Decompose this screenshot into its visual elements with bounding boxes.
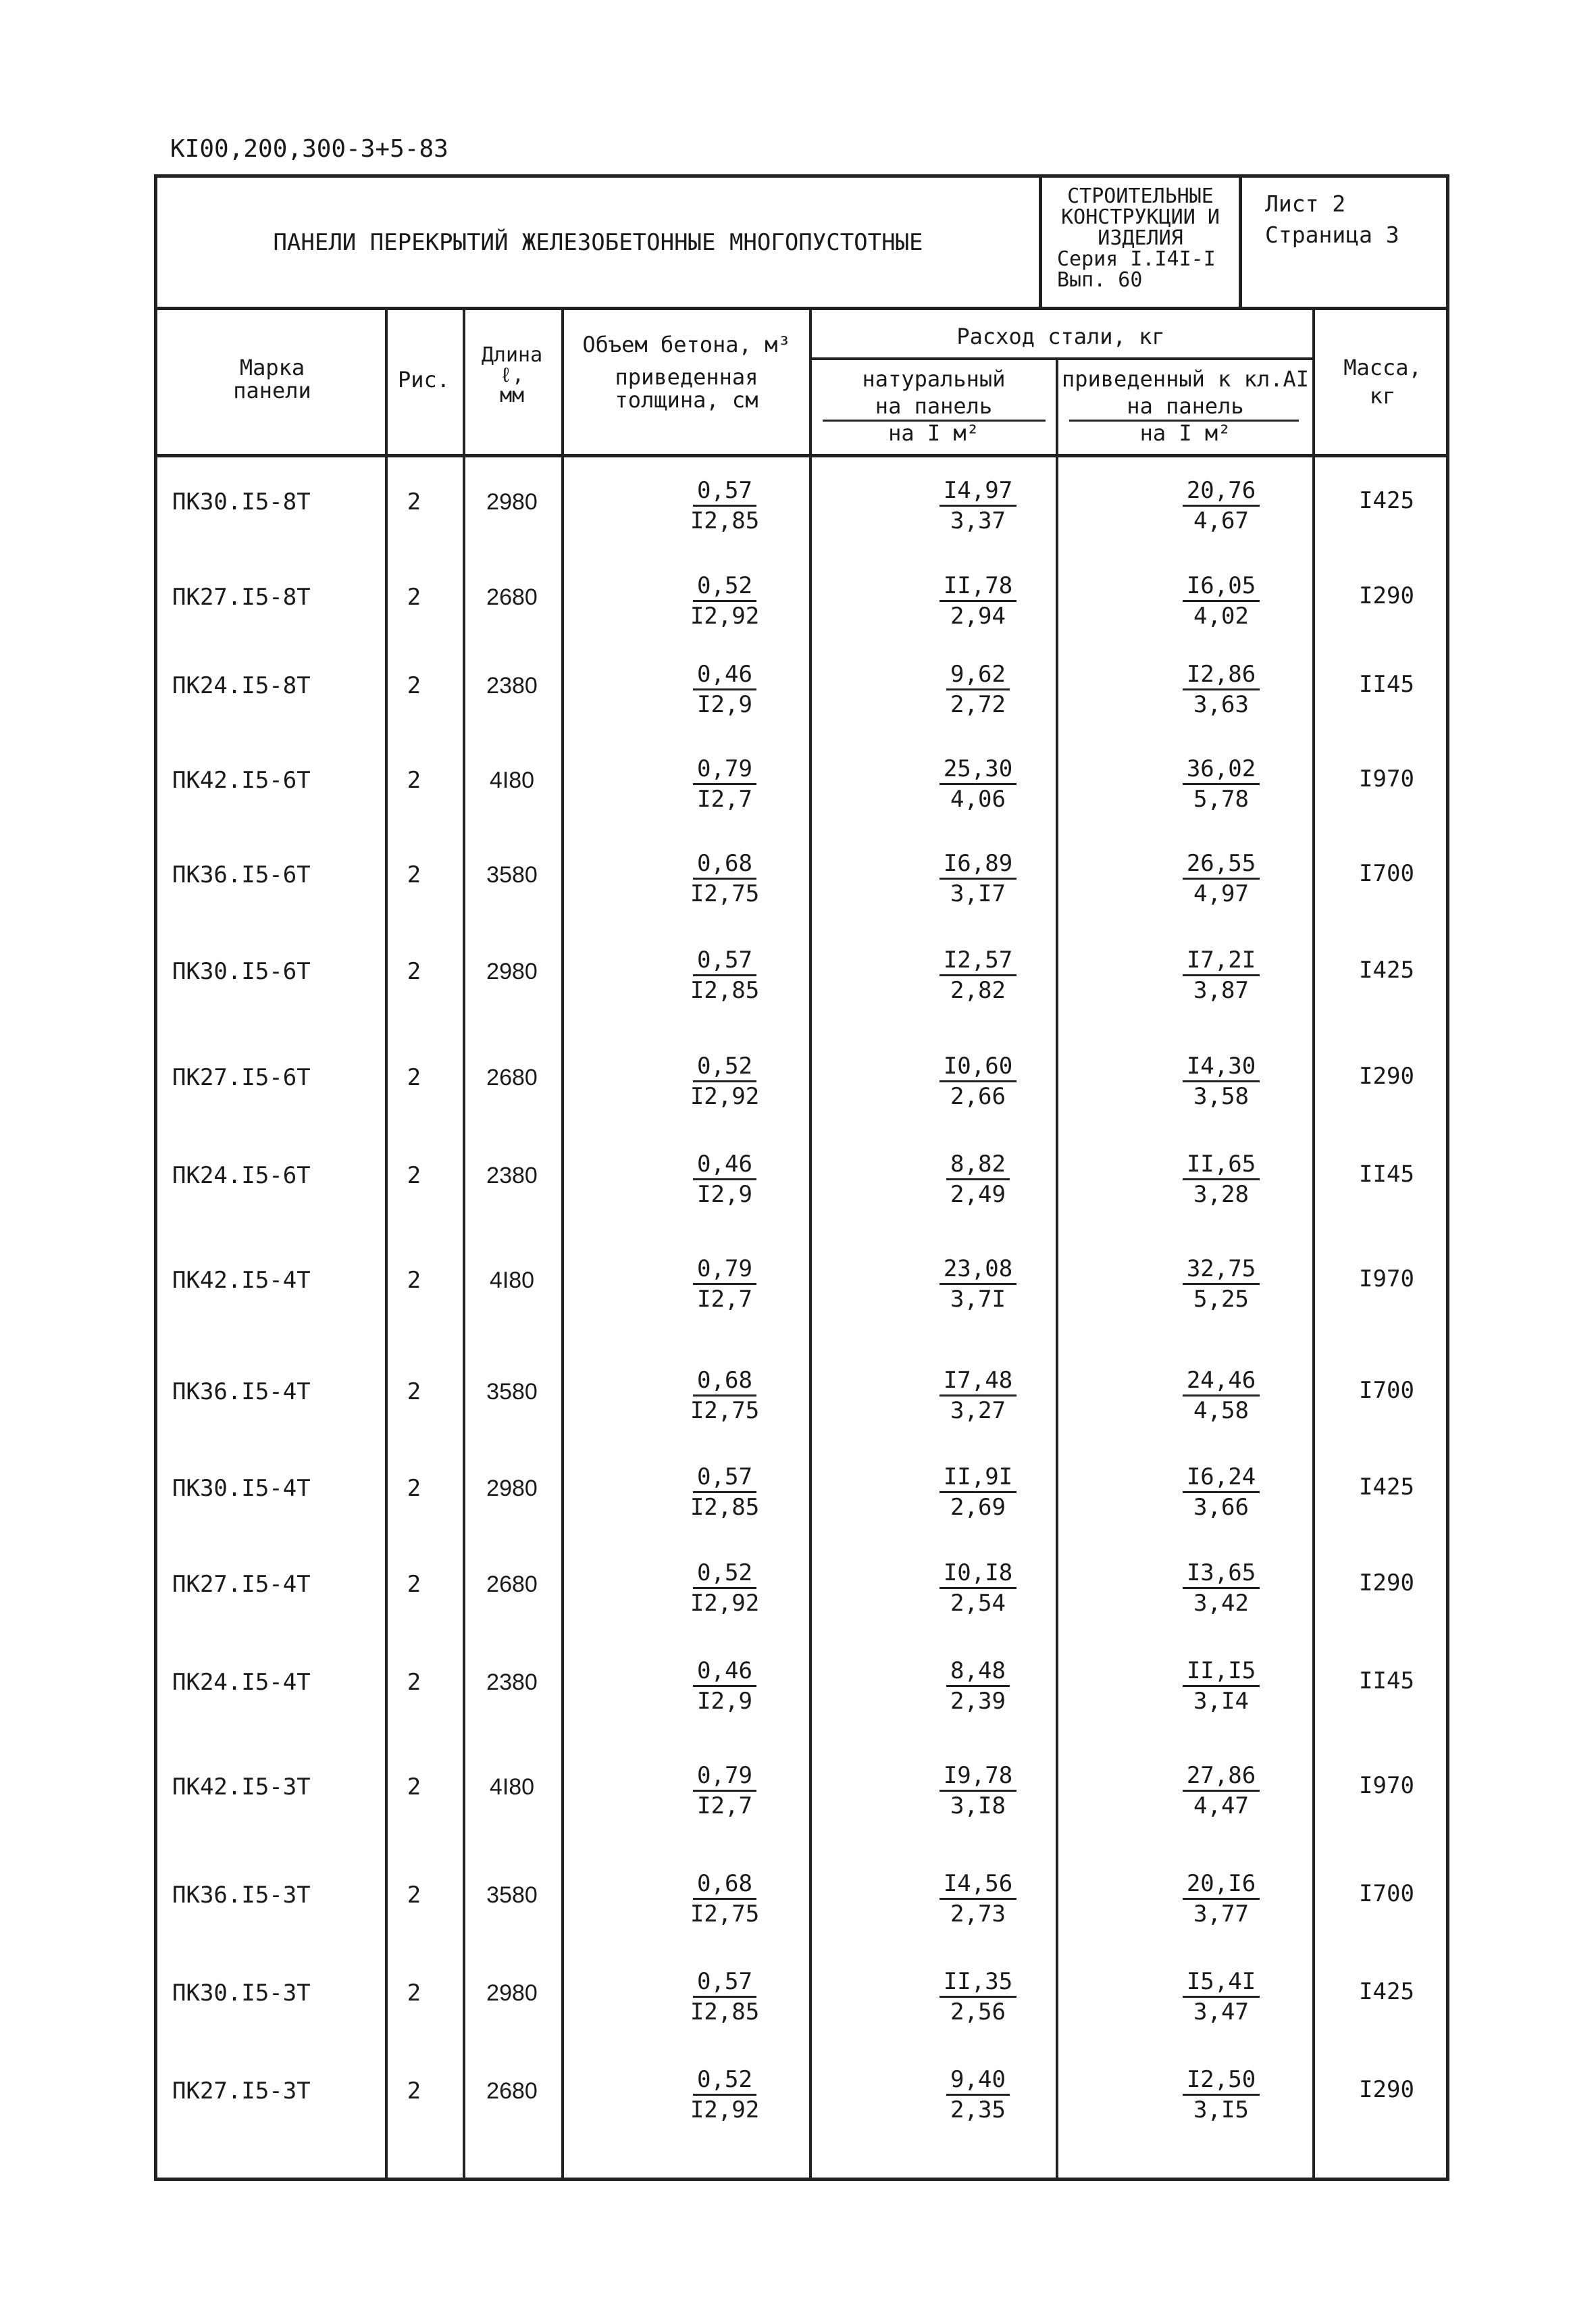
reduced-thickness: I2,85 — [690, 977, 760, 1004]
natural-per-panel: I0,60 — [939, 1052, 1016, 1082]
title-block — [157, 178, 1446, 310]
reduced-per-panel: I5,4I — [1183, 1967, 1260, 1998]
natural-per-m2: 2,35 — [950, 2096, 1006, 2123]
reduced-per-m2: 5,25 — [1193, 1286, 1249, 1313]
natural-steel — [877, 1559, 1079, 1617]
natural-per-m2: 2,49 — [950, 1181, 1006, 1208]
reduced-steel — [1120, 2065, 1322, 2124]
panel-mass: I970 — [1359, 1265, 1414, 1292]
table-row — [157, 755, 1446, 813]
reduced-per-panel: 20,I6 — [1183, 1869, 1260, 1900]
table-row — [157, 849, 1446, 907]
figure-number: 2 — [407, 958, 421, 985]
natural-steel — [877, 1255, 1079, 1313]
panel-length: 2980 — [486, 1980, 538, 2006]
natural-per-panel: I9,78 — [939, 1761, 1016, 1792]
sheet-number: Лист 2 — [1265, 191, 1346, 217]
panel-length: 2380 — [486, 1669, 538, 1695]
reduced-per-panel: I6,05 — [1183, 572, 1260, 602]
table-row — [157, 1761, 1446, 1819]
reduced-steel — [1120, 476, 1322, 535]
natural-steel — [877, 1869, 1079, 1928]
natural-per-panel: II,78 — [939, 572, 1016, 602]
volume-value: 0,52 — [693, 1052, 756, 1082]
volume-value: 0,79 — [693, 755, 756, 785]
reduced-steel — [1120, 1366, 1322, 1425]
reduced-thickness: I2,85 — [690, 1494, 760, 1521]
reduced-steel — [1120, 572, 1322, 630]
volume-value: 0,68 — [693, 849, 756, 880]
panel-mark: ПК24.I5-8Т — [172, 672, 311, 699]
volume-value: 0,79 — [693, 1255, 756, 1285]
panel-mark: ПК30.I5-8Т — [172, 488, 311, 515]
reduced-thickness: I2,85 — [690, 507, 760, 534]
reduced-thickness: I2,75 — [690, 880, 760, 907]
figure-number: 2 — [407, 1882, 421, 1909]
header-fig: Рис. — [397, 367, 451, 393]
volume-value: 0,57 — [693, 946, 756, 976]
natural-per-panel: 25,30 — [939, 755, 1016, 785]
concrete-volume — [623, 1967, 826, 2026]
natural-per-m2: 3,37 — [950, 507, 1006, 534]
figure-number: 2 — [407, 767, 421, 794]
reduced-steel — [1120, 1463, 1322, 1521]
reduced-thickness: I2,9 — [697, 691, 752, 718]
panel-length: 2680 — [486, 2078, 538, 2104]
panel-length: 2680 — [486, 1065, 538, 1090]
panel-mark: ПК30.I5-4Т — [172, 1475, 311, 1502]
natural-per-m2: 2,69 — [950, 1494, 1006, 1521]
reduced-thickness: I2,85 — [690, 1998, 760, 2026]
reduced-per-m2: 3,66 — [1193, 1494, 1249, 1521]
figure-number: 2 — [407, 1669, 421, 1696]
reduced-per-m2: 4,47 — [1193, 1792, 1249, 1819]
series-block — [1042, 178, 1242, 307]
reduced-thickness: I2,7 — [697, 1286, 752, 1313]
table-row — [157, 1559, 1446, 1617]
volume-value: 0,57 — [693, 1463, 756, 1493]
figure-number: 2 — [407, 2078, 421, 2105]
panel-mark: ПК42.I5-6Т — [172, 767, 311, 794]
concrete-volume — [623, 755, 826, 813]
volume-value: 0,57 — [693, 476, 756, 507]
figure-number: 2 — [407, 1267, 421, 1294]
series-line-1: СТРОИТЕЛЬНЫЕ — [1067, 184, 1214, 208]
concrete-volume — [623, 1366, 826, 1425]
natural-per-m2: 3,I7 — [950, 880, 1006, 907]
panel-length: 3580 — [486, 1379, 538, 1405]
reduced-per-m2: 4,67 — [1193, 507, 1249, 534]
table-row — [157, 1657, 1446, 1715]
document-title-text: ПАНЕЛИ ПЕРЕКРЫТИЙ ЖЕЛЕЗОБЕТОННЫЕ МНОГОПУСТОТНЫЕ — [273, 228, 923, 256]
natural-per-panel: I7,48 — [939, 1366, 1016, 1397]
panel-length: 2380 — [486, 1163, 538, 1188]
natural-steel — [877, 1366, 1079, 1425]
figure-number: 2 — [407, 1571, 421, 1598]
panel-mass: I425 — [1359, 1474, 1414, 1501]
panel-mass: I970 — [1359, 765, 1414, 793]
header-mark: Марка панели — [233, 355, 311, 403]
reduced-per-m2: 3,47 — [1193, 1998, 1249, 2026]
table-row — [157, 1052, 1446, 1110]
figure-number: 2 — [407, 672, 421, 699]
reduced-steel — [1120, 1967, 1322, 2026]
table-row — [157, 660, 1446, 718]
natural-steel — [877, 1657, 1079, 1715]
reduced-per-panel: 20,76 — [1183, 476, 1260, 507]
figure-number: 2 — [407, 1980, 421, 2007]
natural-steel — [877, 476, 1079, 535]
reduced-per-m2: 3,28 — [1193, 1181, 1249, 1208]
volume-value: 0,79 — [693, 1761, 756, 1792]
document-frame — [154, 174, 1449, 2181]
panel-length: 4I80 — [489, 1267, 535, 1293]
panel-mark: ПК30.I5-6Т — [172, 958, 311, 985]
natural-per-panel: I2,57 — [939, 946, 1016, 976]
natural-per-m2: 2,73 — [950, 1901, 1006, 1928]
reduced-thickness: I2,9 — [697, 1181, 752, 1208]
reduced-per-panel: I2,50 — [1183, 2065, 1260, 2096]
panel-mark: ПК24.I5-6Т — [172, 1162, 311, 1189]
volume-value: 0,52 — [693, 1559, 756, 1589]
natural-per-m2: 3,7I — [950, 1286, 1006, 1313]
concrete-volume — [623, 476, 826, 535]
panel-length: 2980 — [486, 489, 538, 515]
natural-steel — [877, 660, 1079, 719]
natural-per-panel: II,35 — [939, 1967, 1016, 1998]
natural-per-m2: 3,I8 — [950, 1792, 1006, 1819]
table-row — [157, 946, 1446, 1004]
table-row — [157, 1255, 1446, 1313]
reduced-thickness: I2,7 — [697, 1792, 752, 1819]
reduced-steel — [1120, 660, 1322, 719]
reduced-per-m2: 3,77 — [1193, 1901, 1249, 1928]
natural-per-panel: I4,56 — [939, 1869, 1016, 1900]
panel-length: 2680 — [486, 584, 538, 610]
natural-steel — [877, 755, 1079, 813]
volume-value: 0,46 — [693, 1150, 756, 1180]
header-mass: Масса, кг — [1343, 355, 1422, 409]
reduced-per-panel: II,65 — [1183, 1150, 1260, 1180]
document-code: КI00,200,300-3+5-83 — [170, 135, 448, 163]
reduced-steel — [1120, 849, 1322, 908]
panel-mass: I700 — [1359, 860, 1414, 887]
document-title — [157, 178, 1042, 307]
reduced-thickness: I2,75 — [690, 1397, 760, 1424]
table-row — [157, 1463, 1446, 1521]
reduced-per-panel: I2,86 — [1183, 660, 1260, 690]
reduced-steel — [1120, 755, 1322, 813]
natural-steel — [877, 1150, 1079, 1209]
volume-value: 0,68 — [693, 1869, 756, 1900]
panel-mark: ПК42.I5-4Т — [172, 1267, 311, 1294]
reduced-thickness: I2,92 — [690, 1083, 760, 1110]
figure-number: 2 — [407, 1475, 421, 1502]
reduced-per-panel: I3,65 — [1183, 1559, 1260, 1589]
volume-value: 0,52 — [693, 2065, 756, 2096]
panel-length: 4I80 — [489, 768, 535, 793]
reduced-per-panel: I7,2I — [1183, 946, 1260, 976]
panel-length: 4I80 — [489, 1774, 535, 1800]
panel-mark: ПК36.I5-4Т — [172, 1378, 311, 1405]
series-line-3: ИЗДЕЛИЯ — [1098, 226, 1183, 250]
panel-mass: I700 — [1359, 1880, 1414, 1907]
concrete-volume — [623, 946, 826, 1005]
reduced-per-m2: 5,78 — [1193, 786, 1249, 813]
figure-number: 2 — [407, 584, 421, 611]
series-line-4: Серия I.I4I-I — [1057, 247, 1216, 271]
reduced-per-panel: 26,55 — [1183, 849, 1260, 880]
table-row — [157, 2065, 1446, 2123]
reduced-steel — [1120, 1052, 1322, 1111]
panel-mass: II45 — [1359, 671, 1414, 698]
natural-per-m2: 2,94 — [950, 603, 1006, 630]
natural-per-panel: I0,I8 — [939, 1559, 1016, 1589]
reduced-thickness: I2,9 — [697, 1688, 752, 1715]
reduced-per-panel: II,I5 — [1183, 1657, 1260, 1687]
header-steel: Расход стали, кг — [956, 324, 1165, 349]
natural-steel — [877, 1967, 1079, 2026]
reduced-thickness: I2,92 — [690, 603, 760, 630]
reduced-steel — [1120, 1150, 1322, 1209]
natural-per-panel: 23,08 — [939, 1255, 1016, 1285]
panel-length: 3580 — [486, 1882, 538, 1908]
reduced-thickness: I2,92 — [690, 2096, 760, 2123]
panel-mark: ПК42.I5-3Т — [172, 1774, 311, 1801]
header-natural: натуральный на панель на I м² — [862, 366, 1006, 446]
reduced-per-m2: 3,87 — [1193, 977, 1249, 1004]
concrete-volume — [623, 1761, 826, 1820]
panel-mass: I700 — [1359, 1377, 1414, 1404]
natural-per-m2: 2,72 — [950, 691, 1006, 718]
natural-per-panel: 8,82 — [946, 1150, 1010, 1180]
natural-per-panel: 9,40 — [946, 2065, 1010, 2096]
reduced-per-m2: 3,58 — [1193, 1083, 1249, 1110]
reduced-per-m2: 4,58 — [1193, 1397, 1249, 1424]
reduced-steel — [1120, 1657, 1322, 1715]
concrete-volume — [623, 1255, 826, 1313]
volume-value: 0,68 — [693, 1366, 756, 1397]
volume-value: 0,52 — [693, 572, 756, 602]
reduced-per-panel: 32,75 — [1183, 1255, 1260, 1285]
series-line-5: Вып. 60 — [1057, 268, 1143, 292]
panel-mass: I425 — [1359, 487, 1414, 514]
header-length: Длина ℓ, мм — [481, 343, 543, 407]
figure-number: 2 — [407, 1774, 421, 1801]
concrete-volume — [623, 1869, 826, 1928]
concrete-volume — [623, 2065, 826, 2124]
panel-mark: ПК27.I5-4Т — [172, 1571, 311, 1598]
panel-mass: I425 — [1359, 957, 1414, 984]
concrete-volume — [623, 1463, 826, 1521]
panel-mark: ПК36.I5-6Т — [172, 861, 311, 888]
reduced-thickness: I2,92 — [690, 1590, 760, 1617]
panel-mass: I290 — [1359, 1063, 1414, 1090]
reduced-per-m2: 4,97 — [1193, 880, 1249, 907]
concrete-volume — [623, 572, 826, 630]
table-row — [157, 1869, 1446, 1928]
series-line-2: КОНСТРУКЦИИ И — [1061, 205, 1220, 229]
reduced-steel — [1120, 1559, 1322, 1617]
natural-steel — [877, 1052, 1079, 1111]
natural-steel — [877, 849, 1079, 908]
panel-mass: I290 — [1359, 582, 1414, 609]
volume-value: 0,46 — [693, 1657, 756, 1687]
natural-per-m2: 2,82 — [950, 977, 1006, 1004]
table-row — [157, 1967, 1446, 2026]
natural-per-m2: 3,27 — [950, 1397, 1006, 1424]
page-number: Страница 3 — [1265, 222, 1399, 248]
panel-length: 2980 — [486, 959, 538, 984]
table-row — [157, 572, 1446, 630]
panel-mass: I290 — [1359, 1569, 1414, 1596]
natural-steel — [877, 2065, 1079, 2124]
volume-value: 0,46 — [693, 660, 756, 690]
concrete-volume — [623, 1150, 826, 1209]
table-row — [157, 1150, 1446, 1208]
panel-mass: I290 — [1359, 2076, 1414, 2103]
reduced-per-panel: I4,30 — [1183, 1052, 1260, 1082]
concrete-volume — [623, 1052, 826, 1111]
panel-length: 2980 — [486, 1476, 538, 1501]
natural-per-m2: 2,54 — [950, 1590, 1006, 1617]
panel-mass: II45 — [1359, 1667, 1414, 1694]
reduced-per-m2: 3,I5 — [1193, 2096, 1249, 2123]
natural-steel — [877, 572, 1079, 630]
natural-steel — [877, 1761, 1079, 1820]
reduced-per-panel: 27,86 — [1183, 1761, 1260, 1792]
header-reduced: приведенный к кл.АI на панель на I м² — [1061, 366, 1310, 446]
natural-per-panel: II,9I — [939, 1463, 1016, 1493]
natural-per-m2: 2,66 — [950, 1083, 1006, 1110]
panel-mark: ПК36.I5-3Т — [172, 1882, 311, 1909]
natural-steel — [877, 1463, 1079, 1521]
concrete-volume — [623, 660, 826, 719]
figure-number: 2 — [407, 1162, 421, 1189]
concrete-volume — [623, 849, 826, 908]
volume-value: 0,57 — [693, 1967, 756, 1998]
panel-mark: ПК27.I5-6Т — [172, 1064, 311, 1091]
reduced-steel — [1120, 1255, 1322, 1313]
natural-steel — [877, 946, 1079, 1005]
reduced-per-panel: I6,24 — [1183, 1463, 1260, 1493]
table-row — [157, 1366, 1446, 1424]
panel-length: 3580 — [486, 862, 538, 888]
reduced-per-m2: 3,63 — [1193, 691, 1249, 718]
panel-mark: ПК30.I5-3Т — [172, 1980, 311, 2007]
figure-number: 2 — [407, 1064, 421, 1091]
panel-mark: ПК27.I5-3Т — [172, 2078, 311, 2105]
reduced-steel — [1120, 1869, 1322, 1928]
figure-number: 2 — [407, 861, 421, 888]
reduced-steel — [1120, 1761, 1322, 1820]
concrete-volume — [623, 1657, 826, 1715]
natural-per-panel: 9,62 — [946, 660, 1010, 690]
panel-mark: ПК24.I5-4Т — [172, 1669, 311, 1696]
concrete-volume — [623, 1559, 826, 1617]
reduced-thickness: I2,75 — [690, 1901, 760, 1928]
figure-number: 2 — [407, 488, 421, 515]
header-volume: Объем бетона, м³ приведенная толщина, см — [582, 332, 791, 413]
natural-per-panel: 8,48 — [946, 1657, 1010, 1687]
panel-length: 2680 — [486, 1571, 538, 1597]
natural-per-panel: I6,89 — [939, 849, 1016, 880]
table-header — [157, 310, 1446, 457]
reduced-per-m2: 4,02 — [1193, 603, 1249, 630]
natural-per-m2: 4,06 — [950, 786, 1006, 813]
panel-mass: I425 — [1359, 1978, 1414, 2005]
reduced-per-m2: 3,42 — [1193, 1590, 1249, 1617]
reduced-per-panel: 24,46 — [1183, 1366, 1260, 1397]
natural-per-m2: 2,56 — [950, 1998, 1006, 2026]
reduced-thickness: I2,7 — [697, 786, 752, 813]
reduced-per-m2: 3,I4 — [1193, 1688, 1249, 1715]
panel-length: 2380 — [486, 673, 538, 699]
table-row — [157, 476, 1446, 534]
natural-per-panel: I4,97 — [939, 476, 1016, 507]
figure-number: 2 — [407, 1378, 421, 1405]
natural-per-m2: 2,39 — [950, 1688, 1006, 1715]
reduced-per-panel: 36,02 — [1183, 755, 1260, 785]
sheet-block — [1242, 178, 1449, 307]
panel-mass: II45 — [1359, 1161, 1414, 1188]
reduced-steel — [1120, 946, 1322, 1005]
panel-mark: ПК27.I5-8Т — [172, 584, 311, 611]
panel-mass: I970 — [1359, 1772, 1414, 1799]
